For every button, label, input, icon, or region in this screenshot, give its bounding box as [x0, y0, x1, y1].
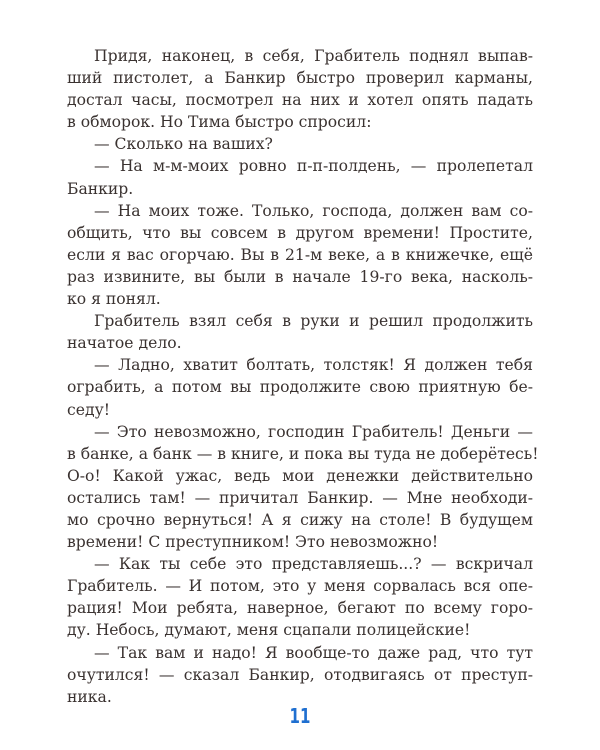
- text-line: О-о! Какой ужас, ведь мои денежки действительно: [67, 466, 533, 485]
- paragraph: [67, 155, 533, 199]
- paragraph: [67, 310, 533, 354]
- paragraph: [67, 133, 533, 155]
- text-line: мо срочно вернуться! А я сижу на столе! В будущем: [67, 510, 533, 529]
- paragraph: [67, 421, 539, 554]
- text-line: ду. Небось, думают, меня сцапали полицейские!: [67, 621, 471, 640]
- text-line: — Ладно, хватит болтать, толстяк! Я должен тебя: [94, 356, 533, 375]
- page-number: 11: [289, 704, 311, 728]
- text-line: Грабитель. — И потом, это у меня сорвалась вся опе-: [67, 577, 533, 596]
- text-line: в обморок. Но Тима быстро спросил:: [67, 113, 372, 132]
- text-line: — Это невозможно, господин Грабитель! Деньги —: [94, 422, 533, 441]
- text-line: — На м-м-моих ровно п-п-полдень, — пролепетал: [94, 157, 533, 176]
- text-line: Грабитель взял себя в руки и решил продолжить: [94, 312, 533, 331]
- text-line: Банкир.: [67, 179, 134, 198]
- text-line: — Сколько на ваших?: [94, 135, 273, 154]
- text-line: — Так вам и надо! Я вообще-то даже рад, что тут: [94, 643, 533, 662]
- paragraph: [67, 200, 533, 310]
- paragraph: [67, 45, 533, 133]
- text-line: достал часы, посмотрел на них и хотел опять падать: [67, 91, 533, 110]
- text-line: в банке, а банк — в книге, и пока вы туда не доберётесь!: [67, 444, 539, 463]
- paragraph: [67, 642, 533, 708]
- text-line: рация! Мои ребята, наверное, бегают по всему горо-: [67, 599, 533, 618]
- text-line: начатое дело.: [67, 334, 182, 353]
- text-line: ко я понял.: [67, 290, 161, 309]
- text-line: очутился! — сказал Банкир, отодвигаясь от преступ-: [67, 665, 533, 684]
- text-line: седу!: [67, 400, 111, 419]
- text-line: Придя, наконец, в себя, Грабитель поднял выпав-: [94, 47, 533, 65]
- text-line: времени! С преступником! Это невозможно!: [67, 533, 439, 552]
- paragraph: [67, 354, 533, 420]
- text-line: ника.: [67, 687, 112, 706]
- text-line: — На моих тоже. Только, господа, должен вам со-: [94, 201, 533, 220]
- text-line: ограбить, а потом вы продолжите свою приятную бе-: [67, 378, 533, 397]
- text-line: остались там! — причитал Банкир. — Мне необходи-: [67, 488, 533, 507]
- text-line: если я вас огорчаю. Вы в 21-м веке, а в книжечке, ещё: [67, 245, 533, 264]
- text-line: — Как ты себе это представляешь...? — вскричал: [94, 555, 533, 574]
- paragraph: [67, 553, 533, 641]
- text-line: раз извините, вы были в начале 19-го века, насколь-: [67, 267, 533, 286]
- text-line: общить, что вы совсем в другом времени! Простите,: [67, 223, 533, 242]
- text-line: ший пистолет, а Банкир быстро проверил карманы,: [67, 69, 533, 88]
- story-text: [67, 45, 539, 708]
